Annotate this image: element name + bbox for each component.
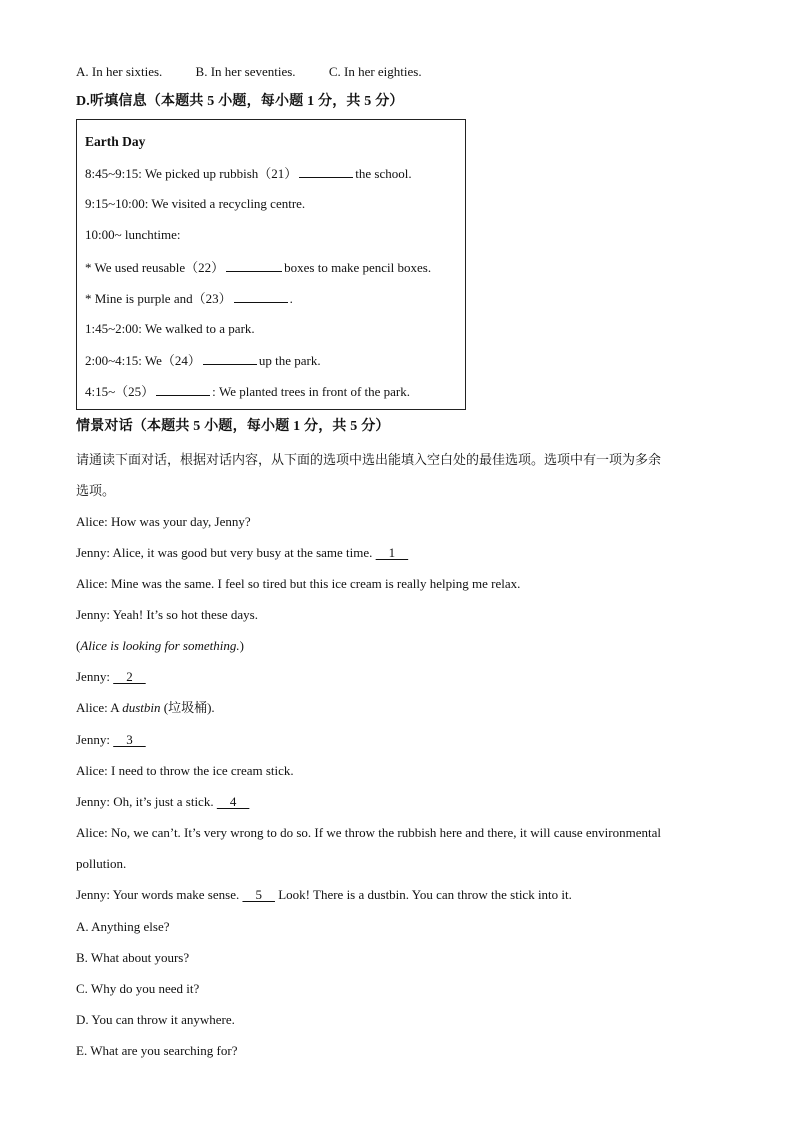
paren-close: )	[239, 638, 244, 653]
blank-2[interactable]: 2	[113, 669, 146, 684]
stage-direction-text: Alice is looking for something.	[80, 638, 240, 653]
row-text: .	[289, 291, 293, 306]
dialog-heading: 情景对话（本题共 5 小题，每小题 1 分，共 5 分）	[76, 419, 390, 434]
section-d-heading: D.听填信息（本题共 5 小题，每小题 1 分，共 5 分）	[76, 94, 404, 109]
speaker-label: Jenny:	[76, 669, 110, 684]
schedule-row-6: 1:45~2:00: We walked to a park.	[85, 321, 255, 336]
dialog-line-8	[76, 732, 146, 748]
choice-a: A. Anything else?	[76, 919, 170, 934]
dialog-text: Jenny: Alice, it was good but very busy at the same time.	[76, 545, 373, 560]
schedule-row-1	[85, 165, 412, 182]
row-text: : We planted trees in front of the park.	[212, 384, 411, 399]
row-text: * Mine is purple and（23）	[85, 291, 232, 306]
blank-23[interactable]	[234, 290, 288, 303]
option-b: B. In her seventies.	[195, 64, 296, 79]
dialog-text: Jenny: Your words make sense.	[76, 887, 240, 902]
dialog-instruction-2: 选项。	[76, 483, 116, 498]
dialog-line-2	[76, 545, 408, 561]
dialog-text: Alice: A	[76, 700, 119, 715]
dialog-line-1: Alice: How was your day, Jenny?	[76, 514, 251, 529]
dialog-line-7	[76, 700, 215, 716]
dialog-instruction-1: 请通读下面对话，根据对话内容，从下面的选项中选出能填入空白处的最佳选项。选项中有一项为多余	[76, 452, 662, 467]
blank-25[interactable]	[156, 383, 210, 396]
earth-day-box	[76, 119, 466, 410]
dialog-line-11: Alice: No, we can’t. It’s very wrong to do so. If we throw the rubbish here and there, it will cause environmental	[76, 825, 661, 840]
dialog-line-4: Jenny: Yeah! It’s so hot these days.	[76, 607, 258, 622]
box-title: Earth Day	[85, 134, 146, 149]
blank-5[interactable]: 5	[242, 887, 275, 902]
dialog-line-9: Alice: I need to throw the ice cream stick.	[76, 763, 294, 778]
row-text: the school.	[355, 166, 412, 181]
answer-options-row	[76, 64, 422, 80]
dialog-stage-direction	[76, 638, 244, 654]
dustbin-word: dustbin	[122, 700, 161, 715]
row-text: 2:00~4:15: We（24）	[85, 353, 201, 368]
blank-21[interactable]	[299, 165, 353, 178]
speaker-label: Jenny:	[76, 732, 110, 747]
option-c: C. In her eighties.	[328, 64, 422, 79]
choice-c: C. Why do you need it?	[76, 981, 200, 996]
schedule-row-8	[85, 383, 410, 400]
dialog-line-13	[76, 887, 572, 903]
dialog-text: Jenny: Oh, it’s just a stick.	[76, 794, 214, 809]
option-a: A. In her sixties.	[76, 64, 163, 79]
blank-4[interactable]: 4	[216, 794, 250, 809]
choice-b: B. What about yours?	[76, 950, 190, 965]
blank-1[interactable]: 1	[375, 545, 409, 560]
choice-e: E. What are you searching for?	[76, 1043, 238, 1058]
schedule-row-2: 9:15~10:00: We visited a recycling centre.	[85, 196, 306, 211]
schedule-row-7	[85, 352, 321, 369]
schedule-row-4	[85, 259, 431, 276]
dialog-text: Look! There is a dustbin. You can throw the stick into it.	[278, 887, 572, 902]
row-text: up the park.	[258, 353, 321, 368]
dialog-line-3: Alice: Mine was the same. I feel so tired but this ice cream is really helping me relax.	[76, 576, 521, 591]
blank-24[interactable]	[203, 352, 257, 365]
dialog-line-6	[76, 669, 146, 685]
schedule-row-3: 10:00~ lunchtime:	[85, 227, 181, 242]
blank-3[interactable]: 3	[113, 732, 146, 747]
dialog-text: (垃圾桶).	[163, 700, 215, 715]
row-text: boxes to make pencil boxes.	[284, 260, 432, 275]
schedule-row-5	[85, 290, 293, 307]
blank-22[interactable]	[226, 259, 282, 272]
row-text: 8:45~9:15: We picked up rubbish（21）	[85, 166, 298, 181]
dialog-line-10	[76, 794, 249, 810]
row-text: 4:15~（25）	[85, 384, 155, 399]
dialog-line-12: pollution.	[76, 856, 127, 871]
paren-open: (	[76, 638, 81, 653]
choice-d: D. You can throw it anywhere.	[76, 1012, 235, 1027]
row-text: * We used reusable（22）	[85, 260, 225, 275]
